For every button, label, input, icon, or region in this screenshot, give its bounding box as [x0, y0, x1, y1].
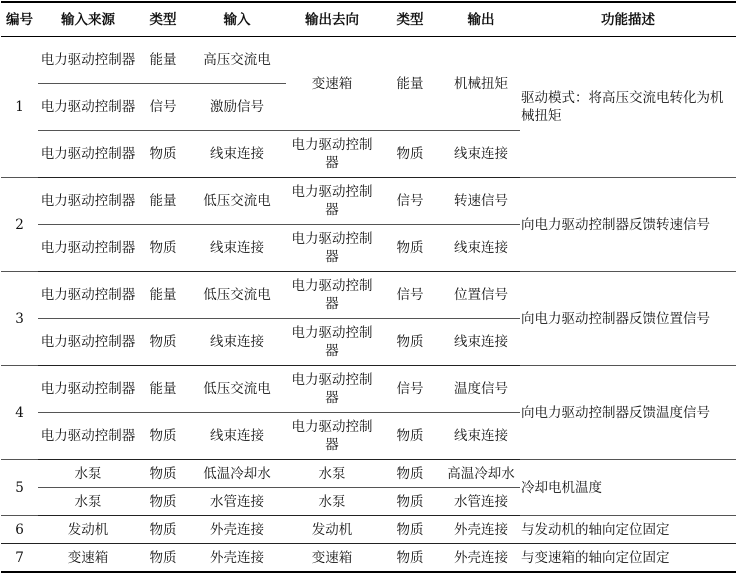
cell-description: 向电力驱动控制器反馈转速信号 — [520, 178, 736, 272]
cell-dest: 电力驱动控制器 — [286, 178, 378, 225]
cell-dest: 变速箱 — [286, 544, 378, 573]
cell-dest: 水泵 — [286, 460, 378, 488]
cell-input: 线束连接 — [188, 319, 286, 366]
cell-output: 转速信号 — [442, 178, 520, 225]
header-output: 输出 — [442, 2, 520, 37]
cell-output: 外壳连接 — [442, 544, 520, 573]
table-row — [1, 272, 736, 319]
table-row — [1, 544, 736, 573]
cell-source: 电力驱动控制器 — [38, 37, 138, 84]
row-id: 1 — [1, 37, 38, 178]
cell-output-type: 物质 — [378, 319, 442, 366]
cell-source: 变速箱 — [38, 544, 138, 573]
table-row — [1, 460, 736, 488]
cell-input-type: 物质 — [138, 225, 188, 272]
cell-source: 电力驱动控制器 — [38, 84, 138, 131]
header-input: 输入 — [188, 2, 286, 37]
cell-output-type: 物质 — [378, 516, 442, 544]
cell-input-type: 物质 — [138, 413, 188, 460]
cell-output-type: 物质 — [378, 544, 442, 573]
cell-output: 机械扭矩 — [442, 37, 520, 131]
cell-source: 电力驱动控制器 — [38, 131, 138, 178]
row-id: 7 — [1, 544, 38, 573]
row-id: 4 — [1, 366, 38, 460]
table-row — [1, 366, 736, 413]
table-header — [1, 2, 736, 37]
cell-source: 电力驱动控制器 — [38, 225, 138, 272]
cell-source: 电力驱动控制器 — [38, 413, 138, 460]
cell-source: 电力驱动控制器 — [38, 319, 138, 366]
cell-description: 冷却电机温度 — [520, 460, 736, 516]
cell-output: 线束连接 — [442, 225, 520, 272]
table-row — [1, 37, 736, 84]
cell-description: 与发动机的轴向定位固定 — [520, 516, 736, 544]
cell-output: 线束连接 — [442, 131, 520, 178]
cell-dest: 发动机 — [286, 516, 378, 544]
table-row — [1, 178, 736, 225]
cell-input-type: 能量 — [138, 366, 188, 413]
cell-dest: 电力驱动控制器 — [286, 366, 378, 413]
cell-dest: 电力驱动控制器 — [286, 225, 378, 272]
cell-dest: 变速箱 — [286, 37, 378, 131]
cell-source: 水泵 — [38, 488, 138, 516]
row-id: 6 — [1, 516, 38, 544]
cell-input-type: 物质 — [138, 544, 188, 573]
cell-input: 线束连接 — [188, 225, 286, 272]
header-input-type: 类型 — [138, 2, 188, 37]
cell-output: 水管连接 — [442, 488, 520, 516]
cell-source: 电力驱动控制器 — [38, 366, 138, 413]
cell-source: 发动机 — [38, 516, 138, 544]
cell-dest: 电力驱动控制器 — [286, 413, 378, 460]
cell-input-type: 能量 — [138, 272, 188, 319]
cell-dest: 电力驱动控制器 — [286, 319, 378, 366]
table-body — [1, 37, 736, 573]
row-id: 5 — [1, 460, 38, 516]
cell-input-type: 能量 — [138, 37, 188, 84]
header-output-dest: 输出去向 — [286, 2, 378, 37]
cell-dest: 电力驱动控制器 — [286, 272, 378, 319]
cell-input: 低压交流电 — [188, 366, 286, 413]
row-id: 3 — [1, 272, 38, 366]
cell-dest: 电力驱动控制器 — [286, 131, 378, 178]
cell-source: 电力驱动控制器 — [38, 272, 138, 319]
cell-source: 水泵 — [38, 460, 138, 488]
cell-input-type: 物质 — [138, 131, 188, 178]
header-description: 功能描述 — [520, 2, 736, 37]
cell-input: 水管连接 — [188, 488, 286, 516]
cell-input: 线束连接 — [188, 131, 286, 178]
cell-description: 向电力驱动控制器反馈温度信号 — [520, 366, 736, 460]
cell-description: 向电力驱动控制器反馈位置信号 — [520, 272, 736, 366]
cell-output: 外壳连接 — [442, 516, 520, 544]
cell-input-type: 信号 — [138, 84, 188, 131]
cell-output-type: 信号 — [378, 272, 442, 319]
header-row — [1, 2, 736, 37]
cell-input-type: 物质 — [138, 488, 188, 516]
header-id: 编号 — [1, 2, 38, 37]
cell-dest: 水泵 — [286, 488, 378, 516]
header-output-type: 类型 — [378, 2, 442, 37]
cell-input: 高压交流电 — [188, 37, 286, 84]
cell-input: 外壳连接 — [188, 516, 286, 544]
cell-input-type: 物质 — [138, 460, 188, 488]
function-table — [1, 1, 736, 573]
cell-input: 低温冷却水 — [188, 460, 286, 488]
row-id: 2 — [1, 178, 38, 272]
cell-description: 驱动模式：将高压交流电转化为机械扭矩 — [520, 37, 736, 178]
table-row — [1, 516, 736, 544]
cell-output: 线束连接 — [442, 413, 520, 460]
cell-output-type: 物质 — [378, 413, 442, 460]
cell-output-type: 物质 — [378, 225, 442, 272]
cell-output: 温度信号 — [442, 366, 520, 413]
cell-source: 电力驱动控制器 — [38, 178, 138, 225]
cell-input: 低压交流电 — [188, 178, 286, 225]
cell-output-type: 能量 — [378, 37, 442, 131]
cell-input: 外壳连接 — [188, 544, 286, 573]
cell-output: 高温冷却水 — [442, 460, 520, 488]
cell-input: 线束连接 — [188, 413, 286, 460]
cell-input-type: 能量 — [138, 178, 188, 225]
cell-output-type: 信号 — [378, 366, 442, 413]
cell-output-type: 信号 — [378, 178, 442, 225]
cell-input: 激励信号 — [188, 84, 286, 131]
cell-input-type: 物质 — [138, 319, 188, 366]
cell-output-type: 物质 — [378, 488, 442, 516]
cell-output-type: 物质 — [378, 131, 442, 178]
cell-input: 低压交流电 — [188, 272, 286, 319]
cell-input-type: 物质 — [138, 516, 188, 544]
cell-output: 线束连接 — [442, 319, 520, 366]
cell-output: 位置信号 — [442, 272, 520, 319]
cell-description: 与变速箱的轴向定位固定 — [520, 544, 736, 573]
header-input-source: 输入来源 — [38, 2, 138, 37]
cell-output-type: 物质 — [378, 460, 442, 488]
